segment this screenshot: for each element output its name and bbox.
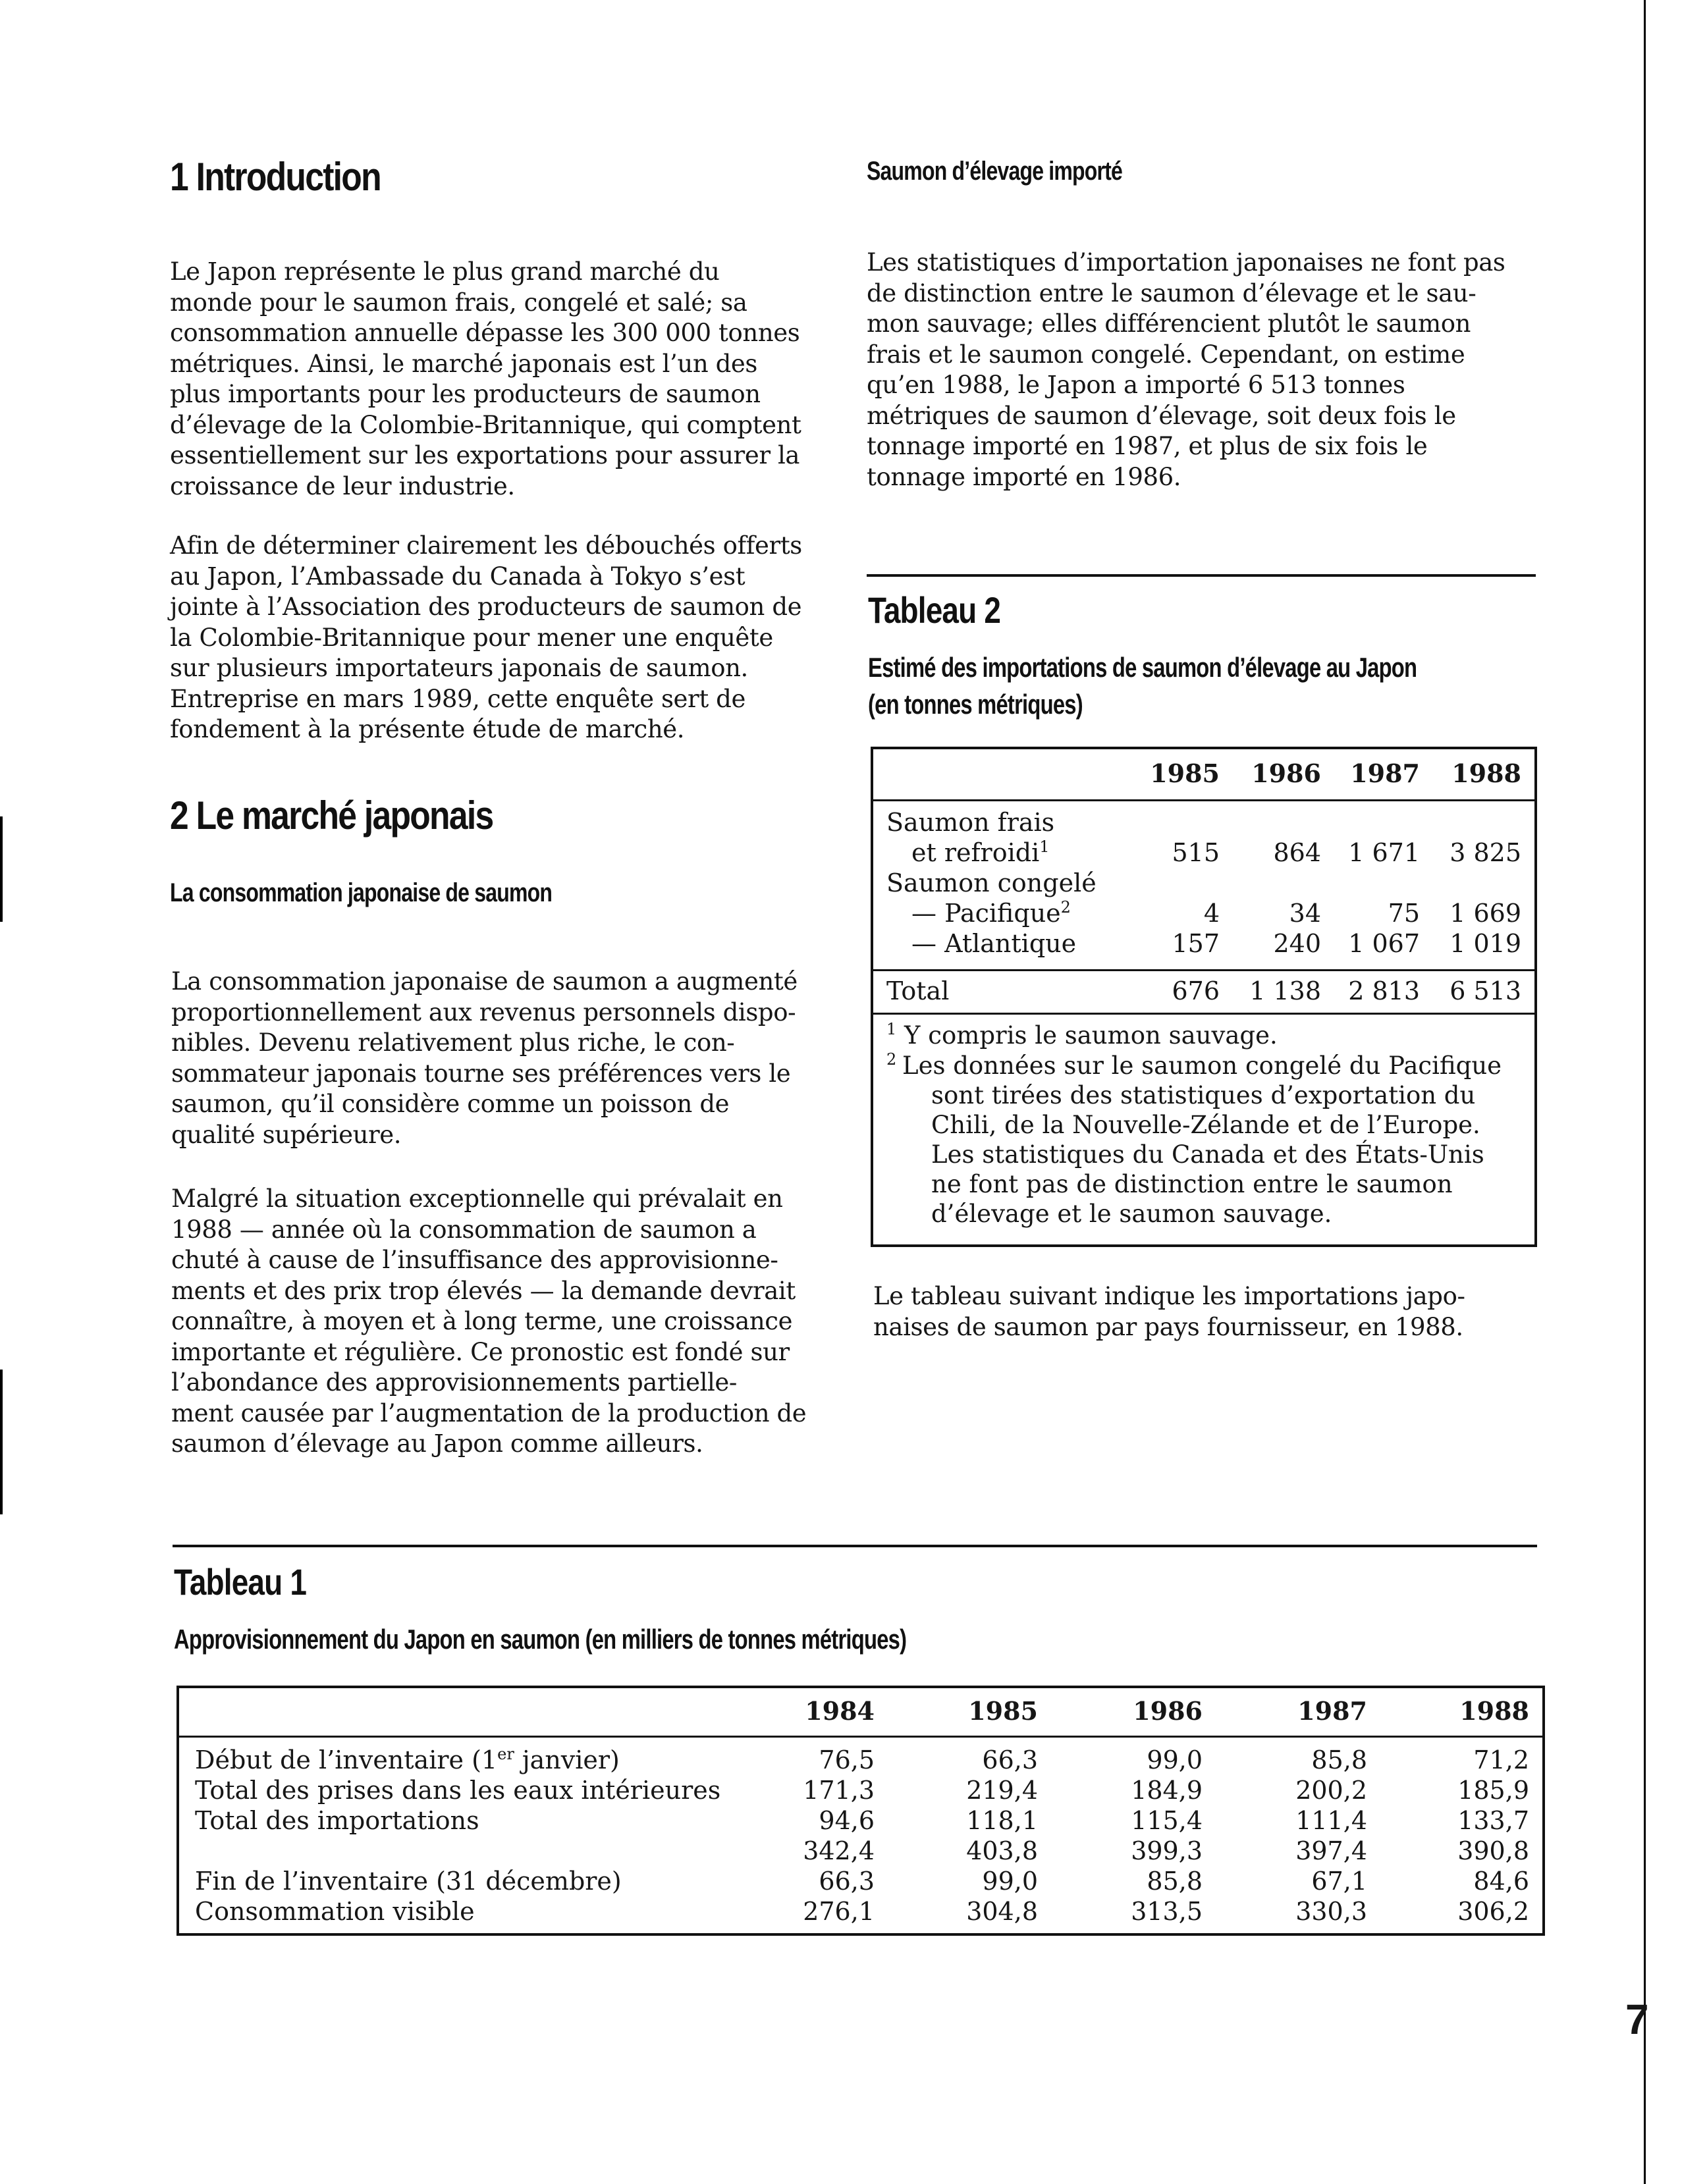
table-1-year-header: 1988 — [1459, 1696, 1529, 1726]
table-2-cell: 864 — [1273, 838, 1321, 867]
right-edge-line — [1644, 0, 1646, 2184]
table-1 — [176, 1686, 1545, 1936]
table-2-title: Estimé des importations de saumon d’élevage au Japon (en tonnes métriques) — [868, 652, 1417, 720]
table-2-year-header: 1985 — [1150, 759, 1220, 788]
table-1-cell: 219,4 — [966, 1776, 1038, 1805]
left-edge-mark — [0, 816, 3, 922]
table-2 — [871, 747, 1537, 1247]
table-1-cell: 171,3 — [803, 1776, 875, 1805]
table-2-cell: 3 825 — [1450, 838, 1521, 867]
section-1-para-1: Le Japon représente le plus grand marché du monde pour le saumon frais, congelé et salé; sa consommation annuelle dépasse les 300 000 tonnes métriques. Ainsi, le marché japonais est l’un des plus importants pour les producteurs de saumon d’élevage de la Colombie-Britannique, qui comptent essentiellement sur les exportations pour assurer la croissance de leur industrie. — [170, 257, 801, 500]
table-2-year-header: 1988 — [1451, 759, 1521, 788]
table-2-row-label: et refroidi$^1$ — [911, 838, 1050, 867]
table-2-top-rule — [867, 574, 1536, 577]
table-1-subtotal-cell: 397,4 — [1295, 1836, 1367, 1865]
table-1-title: Approvisionnement du Japon en saumon (en milliers de tonnes métriques) — [174, 1624, 907, 1655]
section-2-heading: 2 Le marché japonais — [170, 793, 493, 838]
table-1-cell: 66,3 — [819, 1867, 875, 1896]
table-2-cell: 1 067 — [1348, 929, 1420, 958]
table-2-total-cell: 2 813 — [1348, 976, 1420, 1005]
table-2-total-label: Total — [886, 976, 950, 1005]
table-1-row-label: Début de l’inventaire (1er janvier) — [195, 1745, 620, 1774]
table-1-year-header: 1984 — [805, 1696, 875, 1726]
table-1-cell: 115,4 — [1131, 1806, 1203, 1835]
table-1-cell: 85,8 — [1311, 1745, 1367, 1774]
table-1-cell: 276,1 — [803, 1897, 875, 1926]
table-2-row-label: — Atlantique — [911, 929, 1077, 958]
table-1-label: Tableau 1 — [174, 1561, 307, 1603]
left-edge-mark — [0, 1370, 3, 1514]
table-2-cell: 515 — [1172, 838, 1220, 867]
table-2-total-bottom-rule — [873, 1013, 1534, 1015]
table-2-cell: 1 669 — [1450, 899, 1521, 928]
table-1-cell: 313,5 — [1131, 1897, 1203, 1926]
table-1-row-label: Consommation visible — [195, 1897, 475, 1926]
table-2-year-header: 1987 — [1350, 759, 1420, 788]
table-2-cell: 1 019 — [1450, 929, 1521, 958]
table-1-cell: 118,1 — [966, 1806, 1038, 1835]
table-1-year-header: 1986 — [1133, 1696, 1203, 1726]
table-1-cell: 184,9 — [1131, 1776, 1203, 1805]
page-number: 7 — [1625, 1996, 1649, 2043]
table-2-cell: 1 671 — [1348, 838, 1420, 867]
imported-salmon-para: Les statistiques d’importation japonaises ne font pas de distinction entre le saumon d’élevage et le sau- mon sauvage; elles différencient plutôt le saumon frais et le saumon congelé. Cependant, on estime qu’en 1988, le Japon a importé 6 513 tonnes métriques de saumon d’élevage, soit deux fois le tonnage importé en 1987, et plus de six fois le tonnage importé en 1986. — [867, 248, 1505, 491]
table-2-row-label: Saumon frais — [886, 808, 1055, 837]
table-2-footnote-2-mark: 2 — [886, 1050, 897, 1069]
table-2-row-label: — Pacifique$^2$ — [911, 898, 1071, 928]
table-2-cell: 75 — [1388, 899, 1420, 928]
table-1-cell: 306,2 — [1457, 1897, 1529, 1926]
table-2-cell: 34 — [1289, 899, 1321, 928]
table-1-year-header: 1987 — [1297, 1696, 1367, 1726]
table-2-footnote-2: Les données sur le saumon congelé du Pacifique sont tirées des statistiques d’exportation du Chili, de la Nouvelle-Zélande et de l’Europe. Les statistiques du Canada et des États-Unis ne font pas de distinction entre le saumon d’élevage et le saumon sauvage. — [902, 1052, 1502, 1228]
table-1-cell: 66,3 — [982, 1745, 1038, 1774]
table-2-total-cell: 1 138 — [1249, 976, 1321, 1005]
table-1-cell: 76,5 — [819, 1745, 875, 1774]
after-table-2-para: Le tableau suivant indique les importations japo- naises de saumon par pays fournisseur, en 1988. — [873, 1282, 1465, 1341]
table-1-subtotal-cell: 399,3 — [1131, 1836, 1203, 1865]
table-1-cell: 185,9 — [1457, 1776, 1529, 1805]
table-2-total-top-rule — [873, 969, 1534, 971]
table-1-cell: 111,4 — [1295, 1806, 1367, 1835]
table-1-row-label: Total des prises dans les eaux intérieures — [195, 1776, 721, 1805]
table-1-cell: 133,7 — [1457, 1806, 1529, 1835]
table-1-year-header: 1985 — [968, 1696, 1038, 1726]
table-2-header-rule — [873, 799, 1534, 801]
imported-salmon-subheading: Saumon d’élevage importé — [867, 157, 1123, 186]
table-1-row-label: Total des importations — [195, 1806, 479, 1835]
table-1-cell: 304,8 — [966, 1897, 1038, 1926]
table-1-cell: 85,8 — [1147, 1867, 1203, 1896]
table-2-cell: 4 — [1203, 899, 1220, 928]
table-1-cell: 99,0 — [982, 1867, 1038, 1896]
table-1-subtotal-cell: 390,8 — [1457, 1836, 1529, 1865]
section-2-para-2: Malgré la situation exceptionnelle qui prévalait en 1988 — année où la consommation de saumon a chuté à cause de l’insuffisance des approvisionne- ments et des prix trop élevés — la demande devrait connaître, à moyen et à long terme, une croissance importante et régulière. Ce pronostic est fondé sur l’abondance des approvisionnements partielle- ment causée par l’augmentation de la production de saumon d’élevage au Japon comme ailleurs. — [171, 1185, 807, 1458]
table-2-year-header: 1986 — [1251, 759, 1321, 788]
table-2-row-label: Saumon congelé — [886, 868, 1097, 897]
table-2-total-cell: 676 — [1172, 976, 1220, 1005]
table-1-cell: 330,3 — [1295, 1897, 1367, 1926]
table-1-cell: 71,2 — [1473, 1745, 1529, 1774]
table-2-label: Tableau 2 — [868, 589, 1001, 631]
table-1-cell: 94,6 — [819, 1806, 875, 1835]
table-2-cell: 240 — [1273, 929, 1321, 958]
table-1-cell: 99,0 — [1147, 1745, 1203, 1774]
table-1-subtotal-cell: 342,4 — [803, 1836, 875, 1865]
table-1-cell: 200,2 — [1295, 1776, 1367, 1805]
section-1-heading: 1 Introduction — [170, 155, 381, 199]
section-2-para-1: La consommation japonaise de saumon a augmenté proportionnellement aux revenus personnels dispo- nibles. Devenu relativement plus riche, le con- sommateur japonais tourne ses préférences vers le saumon, qu’il considère comme un poisson de qualité supérieure. — [171, 967, 798, 1149]
section-2-subheading: La consommation japonaise de saumon — [170, 878, 553, 907]
table-2-total-cell: 6 513 — [1450, 976, 1521, 1005]
table-1-row-label: Fin de l’inventaire (31 décembre) — [195, 1867, 622, 1896]
table-1-top-rule — [173, 1545, 1537, 1547]
table-1-cell: 67,1 — [1311, 1867, 1367, 1896]
table-2-cell: 157 — [1172, 929, 1220, 958]
table-1-header-rule — [179, 1736, 1542, 1738]
section-1-para-2: Afin de déterminer clairement les débouchés offerts au Japon, l’Ambassade du Canada à Tokyo s’est jointe à l’Association des producteurs de saumon de la Colombie-Britannique pour mener une enquête sur plusieurs importateurs japonais de saumon. Entreprise en mars 1989, cette enquête sert de fondement à la présente étude de marché. — [170, 531, 802, 743]
table-1-subtotal-cell: 403,8 — [966, 1836, 1038, 1865]
table-2-footnote-1: $^1$ Y compris le saumon sauvage. — [886, 1020, 1278, 1050]
table-1-cell: 84,6 — [1473, 1867, 1529, 1896]
